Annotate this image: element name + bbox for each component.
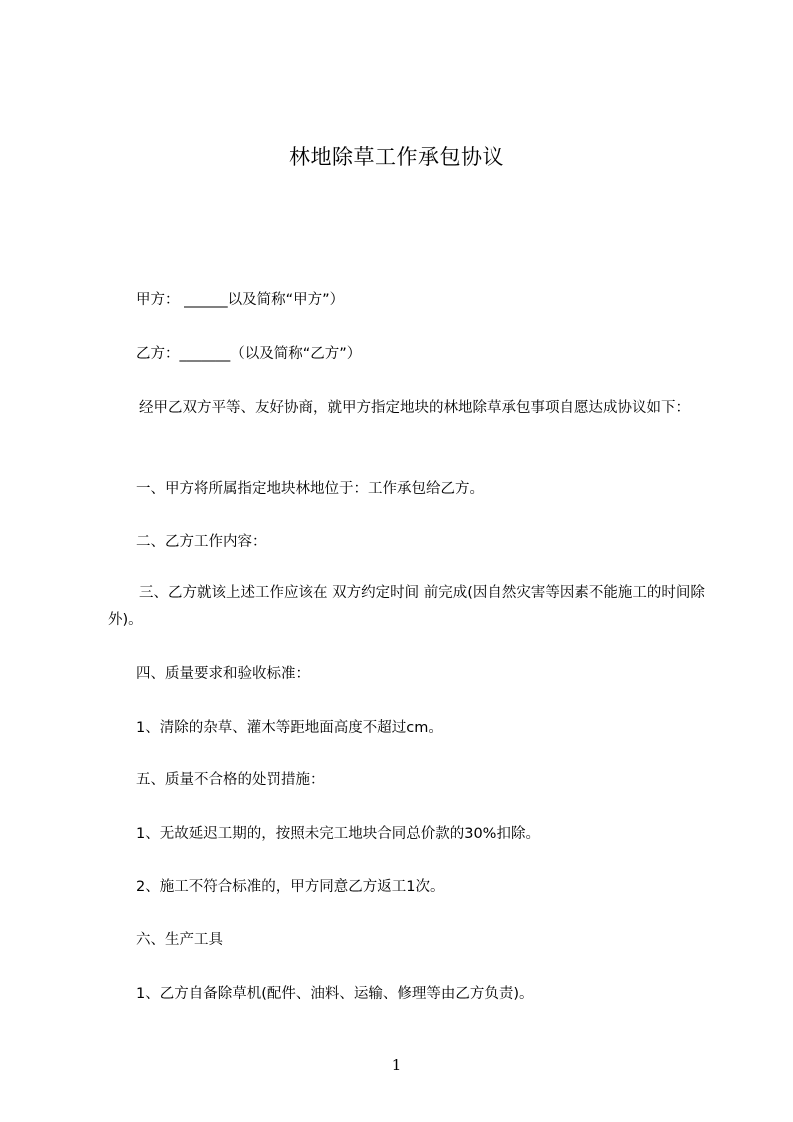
clause-6-item-1: 1、乙方自备除草机(配件、油料、运输、修理等由乙方负责)。 [136, 986, 534, 1002]
clause-3-paragraph [108, 580, 708, 634]
clause-4-item-1: 1、清除的杂草、灌木等距地面高度不超过cm。 [136, 720, 443, 736]
clause-1: 一、甲方将所属指定地块林地位于：工作承包给乙方。 [136, 481, 484, 497]
clause-3-text: 三、乙方就该上述工作应该在 双方约定时间 前完成(因自然灾害等因素不能施工的时间除外)。 [108, 585, 705, 628]
document-title: 林地除草工作承包协议 [289, 145, 504, 169]
clause-6: 六、生产工具 [136, 932, 223, 948]
clause-5: 五、质量不合格的处罚措施： [136, 772, 325, 788]
clause-5-item-2: 2、施工不符合标准的，甲方同意乙方返工1次。 [136, 879, 445, 895]
page-number: 1 [391, 1056, 402, 1074]
clause-4: 四、质量要求和验收标准： [136, 666, 310, 682]
party-b-line: 乙方：_______（以及简称“乙方”） [136, 346, 362, 362]
preamble-paragraph [108, 395, 708, 422]
party-a-line: 甲方： ______以及简称“甲方”） [136, 292, 345, 308]
clause-2: 二、乙方工作内容： [136, 534, 267, 550]
clause-5-item-1: 1、无故延迟工期的，按照未完工地块合同总价款的30%扣除。 [136, 826, 540, 842]
preamble-text: 经甲乙双方平等、友好协商，就甲方指定地块的林地除草承包事项自愿达成协议如下： [139, 400, 690, 416]
